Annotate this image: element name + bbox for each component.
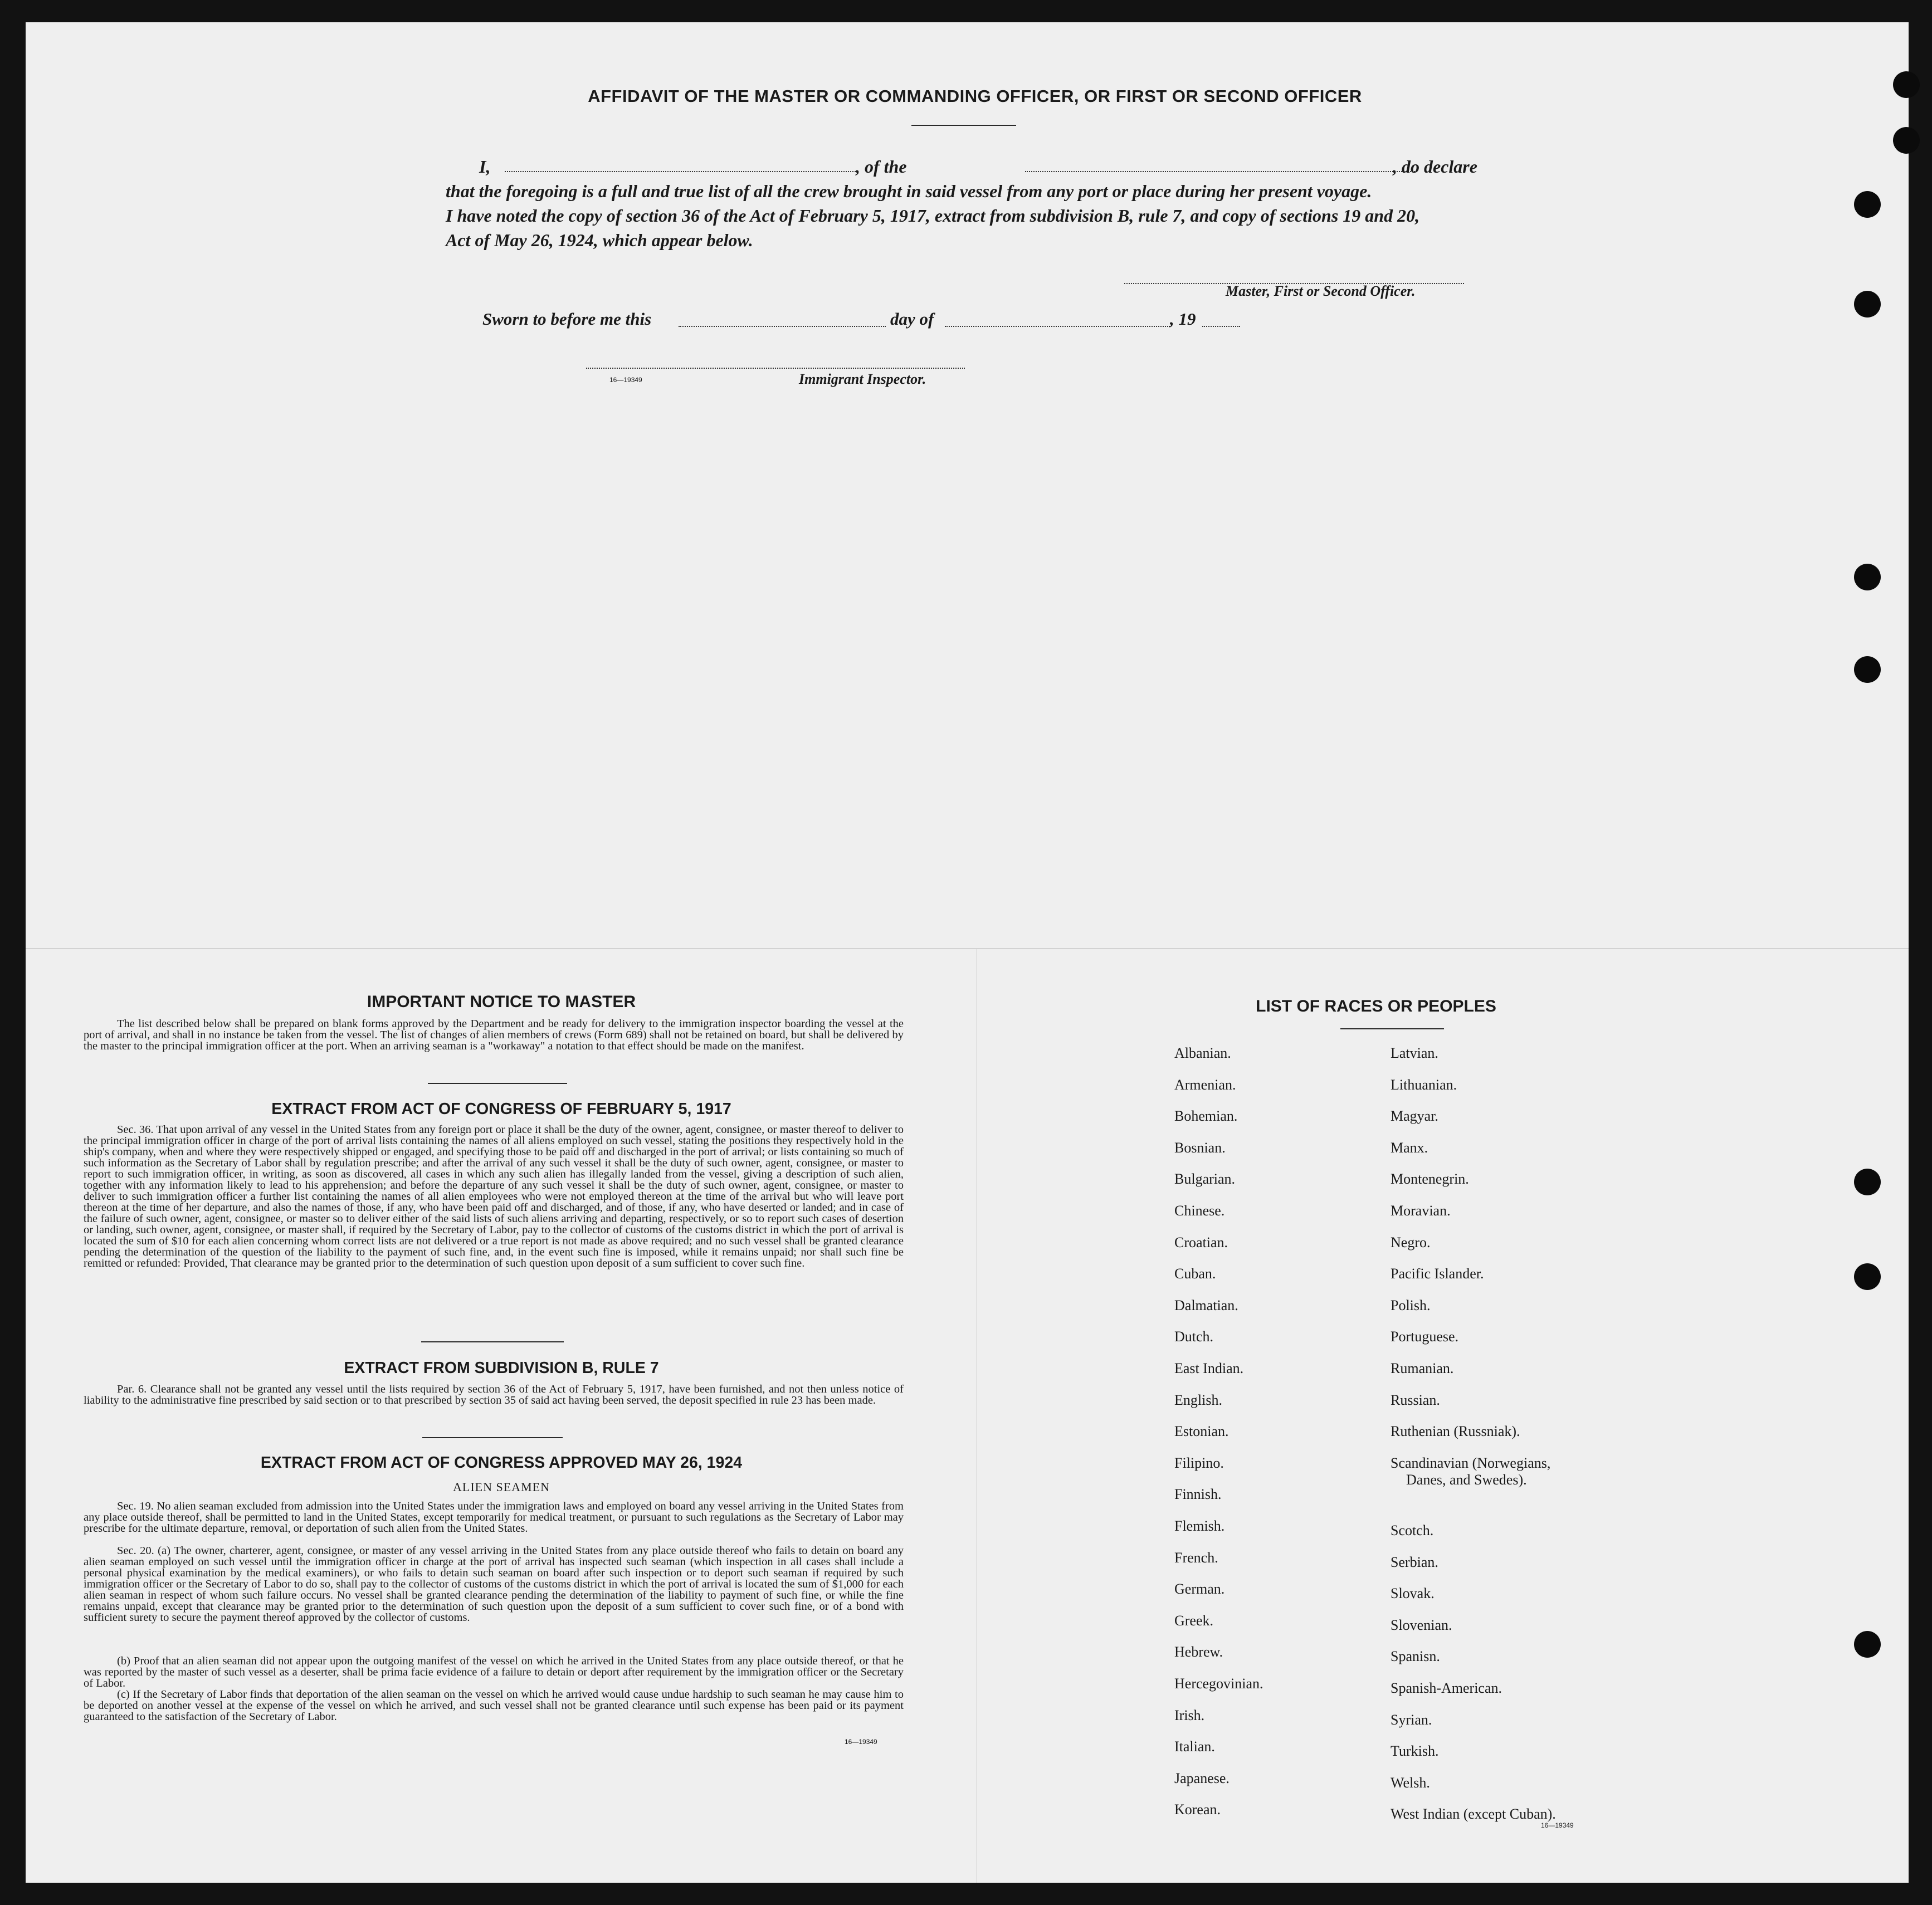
race-item: Flemish.	[1174, 1518, 1225, 1534]
binder-hole-icon	[1854, 291, 1881, 318]
binder-hole-icon	[1854, 656, 1881, 683]
race-item: Greek.	[1174, 1613, 1214, 1629]
race-item: Slovak.	[1391, 1585, 1435, 1601]
race-item: Latvian.	[1391, 1045, 1438, 1061]
race-item: Dalmatian.	[1174, 1297, 1238, 1313]
race-item: English.	[1174, 1392, 1222, 1408]
race-item: Bulgarian.	[1174, 1171, 1236, 1187]
race-item: Cuban.	[1174, 1266, 1216, 1282]
race-item: Italian.	[1174, 1738, 1215, 1755]
sworn-month-field[interactable]	[945, 326, 1170, 327]
affidavit-form-number: 16—19349	[609, 376, 642, 384]
binder-hole-icon	[1854, 564, 1881, 590]
races-title: LIST OF RACES OR PEOPLES	[1256, 997, 1496, 1015]
binder-hole-icon	[1854, 1169, 1881, 1195]
race-item: Serbian.	[1391, 1554, 1438, 1570]
affidavit-line-3: I have noted the copy of section 36 of the Act of February 5, 1917, extract from subdivision B, rule 7, and copy of sections 19 and 20,	[446, 206, 1420, 226]
race-item: Hebrew.	[1174, 1644, 1223, 1660]
binder-hole-icon	[1854, 1263, 1881, 1290]
affidavit-i-label: I,	[479, 157, 491, 177]
race-item: Danes, and Swedes).	[1406, 1472, 1527, 1488]
extract-1924-title: EXTRACT FROM ACT OF CONGRESS APPROVED MAY 26, 1924	[260, 1454, 743, 1472]
race-item: Armenian.	[1174, 1077, 1236, 1093]
extract-1917-body: Sec. 36. That upon arrival of any vessel in the United States from any foreign port or place it shall be the duty of the owner, agent, consignee, or master thereof to deliver to the principal immigration officer in charge of the port of arrival lists containing the names of all aliens employed on such vessel, stating the positions they respectively hold in the ship's company, when and where they were respectively shipped or engaged, and specifying those to be paid off and discharged in the port of arrival; or lists containing so much of such information as the Secretary of Labor shall by regulation prescribe; and after the arrival of any such vessel it shall be the duty of such owner, agent, consignee, or master to report to such immigration officer, in writing, as soon as discovered, all cases in which any such alien has illegally landed from the vessel, giving a description of such alien, together with any information likely to lead to his apprehension; and before the departure of any such vessel it shall be the duty of such owner, agent, consignee, or master to deliver to such immigration officer a further list containing the names of all alien employees who were not employed thereon at the time of the arrival but who will leave port thereon at the time of her departure, and also the names of those, if any, who have been paid off and discharged, and of those, if any, who have deserted or landed; and in case of the failure of such owner, agent, consignee, or master so to deliver either of the said lists of such aliens arriving and departing, respectively, or so to report such cases of desertion or landing, such owner, agent, consignee, or master shall, if required by the Secretary of Labor, pay to the collector of customs of the customs district in which the port of arrival is located the sum of $10 for each alien concerning whom correct lists are not delivered or a true report is not made as above required; and no such vessel shall be granted clearance pending the determination of the question of the liability to the payment of such fine, and, in the event such fine is imposed, while it remains unpaid; nor shall such fine be remitted or refunded: Provided, That clearance may be granted prior to the determination of such question upon deposit of a sum sufficient to cover such fine.	[84, 1124, 904, 1269]
race-item: French.	[1174, 1550, 1218, 1566]
extract-rule7-title: EXTRACT FROM SUBDIVISION B, RULE 7	[344, 1359, 659, 1377]
binder-hole-icon	[1893, 127, 1920, 154]
race-item: Albanian.	[1174, 1045, 1231, 1061]
binder-hole-icon	[1893, 71, 1920, 98]
affidavit-of-the-label: , of the	[856, 157, 907, 177]
notice-body: The list described below shall be prepared on blank forms approved by the Department and be ready for delivery to the immigration inspector boarding the vessel at the port of arrival, and shall in no instance be taken from the vessel. The list of changes of alien members of crews (Form 689) shall not be retained on board, but shall be delivered by the master to the principal immigration officer at the port. When an arriving seaman is a "workaway" a notation to that effect should be made on the manifest.	[84, 1018, 904, 1052]
inspector-signature-field[interactable]	[586, 368, 965, 369]
race-item: Dutch.	[1174, 1328, 1214, 1345]
extract-1917-rule	[421, 1341, 564, 1342]
affidavit-title: AFFIDAVIT OF THE MASTER OR COMMANDING OFFICER, OR FIRST OR SECOND OFFICER	[588, 86, 1362, 106]
race-item: Moravian.	[1391, 1203, 1451, 1219]
race-item: West Indian (except Cuban).	[1391, 1806, 1556, 1822]
sworn-prefix: Sworn to before me this	[482, 309, 652, 329]
race-item: Japanese.	[1174, 1770, 1230, 1786]
race-item: Filipino.	[1174, 1455, 1224, 1471]
race-item: Ruthenian (Russniak).	[1391, 1423, 1520, 1439]
affidavit-do-declare-label: , do declare	[1393, 157, 1477, 177]
race-item: East Indian.	[1174, 1360, 1244, 1376]
fold-line-horizontal	[26, 948, 1909, 949]
extract-rule7-body: Par. 6. Clearance shall not be granted any vessel until the lists required by section 36 of the Act of February 5, 1917, have been furnished, and not then unless notice of liability to the administrative fine prescribed by said section or to that prescribed by section 35 of said act having been served, the deposit specified in rule 23 has been made.	[84, 1383, 904, 1406]
extract-rule7-rule	[422, 1437, 563, 1438]
race-item: Bosnian.	[1174, 1140, 1226, 1156]
fold-line-vertical	[976, 949, 977, 1883]
race-item: Pacific Islander.	[1391, 1266, 1484, 1282]
races-form-number: 16—19349	[1541, 1821, 1574, 1829]
signature-label: Master, First or Second Officer.	[1226, 283, 1416, 299]
race-item: Russian.	[1391, 1392, 1440, 1408]
race-item: Slovenian.	[1391, 1617, 1452, 1633]
race-item: Polish.	[1391, 1297, 1431, 1313]
extract-1924-sec20b: (b) Proof that an alien seaman did not appear upon the outgoing manifest of the vessel on which he arrived in the United States from any place outside thereof, or that he was reported by the master of such vessel as a deserter, shall be prima facie evidence of a failure to detain or deport after requirement by the immigration officer or the Secretary of Labor.	[84, 1655, 904, 1689]
officer-name-field[interactable]	[505, 171, 856, 172]
notice-title: IMPORTANT NOTICE TO MASTER	[367, 993, 636, 1011]
inspector-label: Immigrant Inspector.	[799, 371, 926, 387]
binder-hole-icon	[1854, 1631, 1881, 1658]
race-item: Scandinavian (Norwegians,	[1391, 1455, 1551, 1471]
race-item: Estonian.	[1174, 1423, 1229, 1439]
races-title-rule	[1340, 1028, 1444, 1029]
affidavit-line-4: Act of May 26, 1924, which appear below.	[446, 230, 753, 250]
extract-1924-sec20c: (c) If the Secretary of Labor finds that deportation of the alien seaman on the vessel on which he arrived would cause undue hardship to such seaman he may cause him to be deported on another vessel at the expense of the vessel on which he arrived, and such vessel shall not be granted clearance until such expense has been paid or its payment guaranteed to the satisfaction of the Secretary of Labor.	[84, 1688, 904, 1723]
race-item: Welsh.	[1391, 1775, 1430, 1791]
race-item: Scotch.	[1391, 1522, 1434, 1538]
vessel-name-field[interactable]	[1025, 171, 1415, 172]
affidavit-declaration-line	[446, 154, 1493, 179]
binder-hole-icon	[1854, 191, 1881, 218]
affidavit-line-2: that the foregoing is a full and true list of all the crew brought in said vessel from any port or place during her present voyage.	[446, 181, 1372, 201]
race-item: Bohemian.	[1174, 1108, 1238, 1124]
race-item: Syrian.	[1391, 1712, 1432, 1728]
race-item: Portuguese.	[1391, 1328, 1459, 1345]
extract-1924-sec19: Sec. 19. No alien seaman excluded from admission into the United States under the immigration laws and employed on board any vessel arriving in the United States from any place outside thereof, shall be permitted to land in the United States, except temporarily for medical treatment, or pursuant to such regulations as the Secretary of Labor may prescribe for the ultimate departure, removal, or deportation of such alien from the United States.	[84, 1500, 904, 1535]
sworn-day-field[interactable]	[679, 326, 886, 327]
race-item: German.	[1174, 1581, 1225, 1597]
race-item: Croatian.	[1174, 1234, 1228, 1251]
race-item: Lithuanian.	[1391, 1077, 1457, 1093]
notice-rule	[428, 1083, 567, 1084]
race-item: Spanisn.	[1391, 1648, 1440, 1664]
race-item: Korean.	[1174, 1801, 1221, 1818]
race-item: Rumanian.	[1391, 1360, 1454, 1376]
race-item: Negro.	[1391, 1234, 1431, 1251]
sworn-day-of-label: day of	[890, 309, 934, 329]
race-item: Irish.	[1174, 1707, 1205, 1723]
sworn-year-field[interactable]	[1202, 326, 1240, 327]
race-item: Hercegovinian.	[1174, 1676, 1263, 1692]
race-item: Turkish.	[1391, 1743, 1439, 1759]
extract-1924-sec20a: Sec. 20. (a) The owner, charterer, agent, consignee, or master of any vessel arriving in the United States from any place outside thereof who fails to detain on board any alien seaman employed on such vessel until the immigration officer in charge at the port of arrival has inspected such seaman (which inspection in all cases shall include a personal physical examination by the medical examiners), or who fails to detain such seaman on board after such inspection or to deport such seaman if required by such immigration officer or the Secretary of Labor to do so, shall pay to the collector of customs of the customs district in which the port of arrival is located the sum of $1,000 for each alien seaman in respect of whom such failure occurs. No vessel shall be granted clearance pending the determination of the liability to payment of such fine, or while the fine remains unpaid, except that clearance may be granted prior to the determination of such question upon the deposit of a sum sufficient to cover such fine, or of a bond with sufficient surety to secure the payment thereof approved by the collector of customs.	[84, 1545, 904, 1624]
extract-1917-title: EXTRACT FROM ACT OF CONGRESS OF FEBRUARY 5, 1917	[271, 1100, 731, 1118]
race-item: Finnish.	[1174, 1486, 1222, 1502]
race-item: Manx.	[1391, 1140, 1428, 1156]
sworn-year-label: , 19	[1170, 309, 1196, 329]
extract-1924-subtitle: ALIEN SEAMEN	[453, 1480, 550, 1494]
race-item: Magyar.	[1391, 1108, 1438, 1124]
race-item: Chinese.	[1174, 1203, 1225, 1219]
race-item: Spanish-American.	[1391, 1680, 1502, 1696]
extract-form-number: 16—19349	[845, 1738, 877, 1746]
race-item: Montenegrin.	[1391, 1171, 1469, 1187]
affidavit-body	[446, 154, 1493, 252]
affidavit-title-rule	[911, 125, 1016, 126]
